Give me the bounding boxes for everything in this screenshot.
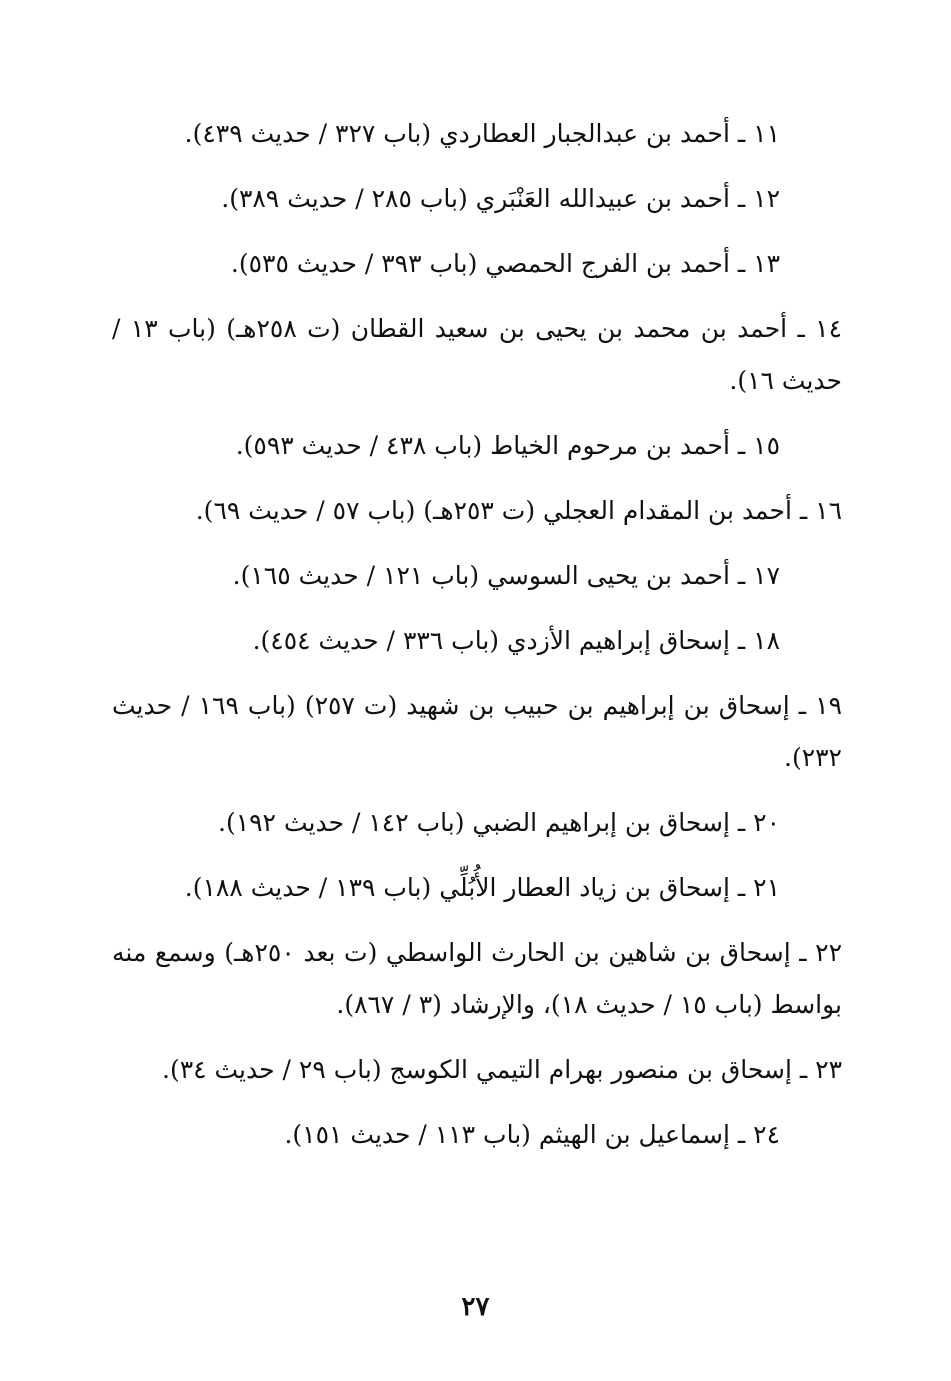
- list-item: ١٦ ـ أحمد بن المقدام العجلي (ت ٢٥٣هـ) (باب ٥٧ / حديث ٦٩).: [195, 496, 842, 525]
- list-item: ١٩ ـ إسحاق بن إبراهيم بن حبيب بن شهيد (ت ٢٥٧) (باب ١٦٩ / حديث ٢٣٢).: [112, 691, 842, 772]
- list-item: ١٢ ـ أحمد بن عبيدالله العَنْبَري (باب ٢٨٥ / حديث ٣٨٩).: [221, 184, 780, 213]
- list-item: ٢١ ـ إسحاق بن زياد العطار الأُبُلِّي (باب ١٣٩ / حديث ١٨٨).: [184, 873, 780, 902]
- list-item: ١٧ ـ أحمد بن يحيى السوسي (باب ١٢١ / حديث ١٦٥).: [232, 561, 780, 590]
- list-item: ٢٢ ـ إسحاق بن شاهين بن الحارث الواسطي (ت بعد ٢٥٠هـ) وسمع منه بواسط (باب ١٥ / حديث ١٨)، والإرشاد (٣ / ٨٦٧).: [112, 938, 842, 1019]
- list-item: ١٤ ـ أحمد بن محمد بن يحيى بن سعيد القطان (ت ٢٥٨هـ) (باب ١٣ / حديث ١٦).: [112, 314, 842, 395]
- narrator-list: [112, 108, 842, 1174]
- page-number: ٢٧: [461, 1292, 490, 1322]
- list-item: ٢٤ ـ إسماعيل بن الهيثم (باب ١١٣ / حديث ١٥١).: [284, 1120, 780, 1149]
- list-item: ١٨ ـ إسحاق إبراهيم الأزدي (باب ٣٣٦ / حديث ٤٥٤).: [252, 626, 780, 655]
- list-item: ٢٣ ـ إسحاق بن منصور بهرام التيمي الكوسج (باب ٢٩ / حديث ٣٤).: [162, 1055, 842, 1084]
- list-item: ١٣ ـ أحمد بن الفرج الحمصي (باب ٣٩٣ / حديث ٥٣٥).: [230, 249, 780, 278]
- list-item: ١١ ـ أحمد بن عبدالجبار العطاردي (باب ٣٢٧ / حديث ٤٣٩).: [184, 119, 780, 148]
- list-item: ١٥ ـ أحمد بن مرحوم الخياط (باب ٤٣٨ / حديث ٥٩٣).: [235, 431, 780, 460]
- list-item: ٢٠ ـ إسحاق بن إبراهيم الضبي (باب ١٤٢ / حديث ١٩٢).: [218, 808, 780, 837]
